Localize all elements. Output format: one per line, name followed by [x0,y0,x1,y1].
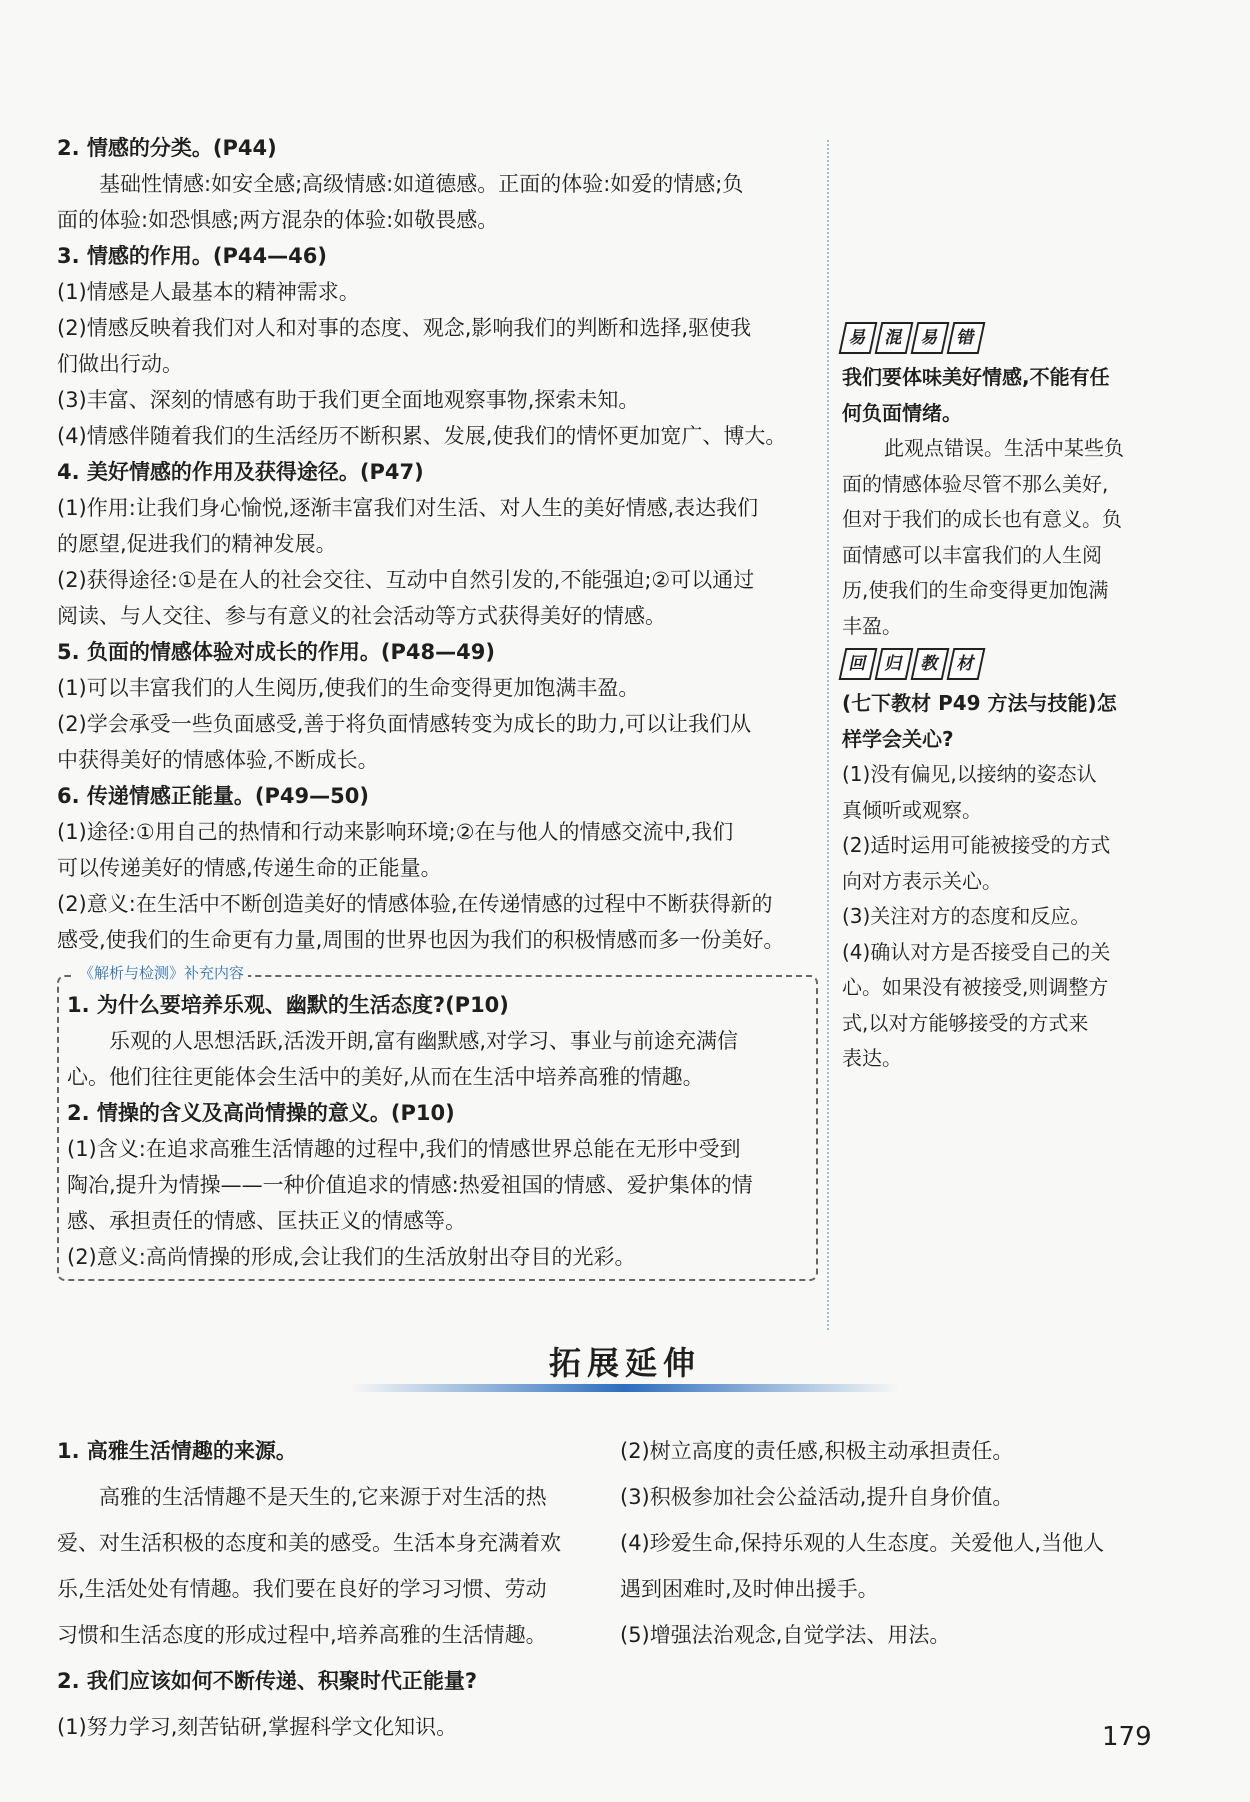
text-line: 可以传递美好的情感,传递生命的正能量。 [57,856,442,880]
text-line: (2)意义:高尚情操的形成,会让我们的生活放射出夺目的光彩。 [67,1245,636,1269]
text-line: 表达。 [842,1046,902,1070]
text-line: 丰盈。 [842,613,902,638]
text-line: 向对方表示关心。 [842,868,1002,893]
text-line: 习惯和生活态度的形成过程中,培养高雅的生活情趣。 [57,1623,547,1647]
text-line: 高雅的生活情趣不是天生的,它来源于对生活的热 [99,1485,547,1509]
text-line: 基础性情感:如安全感;高级情感:如道德感。正面的体验:如爱的情感;负 [99,172,744,196]
sidebar-block-mistake [842,360,1167,644]
text-line: 历,使我们的生命变得更加饱满 [842,578,1109,602]
text-line: 感受,使我们的生命更有力量,周围的世界也因为我们的积极情感而多一份美好。 [57,928,785,952]
tag-char: 易 [911,322,950,354]
text-line: 6. 传递情感正能量。(P49—50) [57,784,369,808]
text-line: (4)珍爱生命,保持乐观的人生态度。关爱他人,当他人 [620,1531,1105,1555]
tag-easy-mistake [842,322,982,354]
text-line: (1)作用:让我们身心愉悦,逐渐丰富我们对生活、对人生的美好情感,表达我们 [57,496,759,520]
section-title: 拓展延伸 [548,1344,701,1382]
text-line: (2)适时运用可能被接受的方式 [842,833,1111,857]
text-line: 4. 美好情感的作用及获得途径。(P47) [57,460,424,484]
text-line: 们做出行动。 [57,352,183,376]
text-line: 此观点错误。生活中某些负 [884,436,1124,460]
text-line: 感、承担责任的情感、匡扶正义的情感等。 [67,1209,466,1233]
text-line: (2)情感反映着我们对人和对事的态度、观念,影响我们的判断和选择,驱使我 [57,316,752,340]
tag-char: 回 [839,648,878,680]
text-line: (3)关注对方的态度和反应。 [842,904,1091,928]
supplement-content [67,987,753,1275]
text-line: 阅读、与人交往、参与有意义的社会活动等方式获得美好的情感。 [57,604,666,628]
text-line: (5)增强法治观念,自觉学法、用法。 [620,1623,951,1647]
tag-char: 错 [947,322,986,354]
main-text-column [57,130,827,958]
text-line: 2. 情操的含义及高尚情操的意义。(P10) [67,1101,455,1125]
extension-right-column [620,1428,1180,1658]
text-line: (七下教材 P49 方法与技能)怎 [842,691,1117,715]
page-number: 179 [1102,1722,1152,1752]
text-line: (1)途径:①用自己的热情和行动来影响环境;②在与他人的情感交流中,我们 [57,820,734,844]
text-line: 爱、对生活积极的态度和美的感受。生活本身充满着欢 [57,1531,561,1555]
text-line: 心。他们往往更能体会生活中的美好,从而在生活中培养高雅的情趣。 [67,1065,704,1089]
section-title-bar [350,1384,900,1392]
text-line: 的愿望,促进我们的精神发展。 [57,532,337,556]
text-line: 样学会关心? [842,726,954,751]
text-line: 1. 为什么要培养乐观、幽默的生活态度?(P10) [67,993,509,1017]
text-line: 3. 情感的作用。(P44—46) [57,244,327,268]
text-line: 中获得美好的情感体验,不断成长。 [57,748,379,772]
text-line: (2)树立高度的责任感,积极主动承担责任。 [620,1439,1014,1463]
text-line: 遇到困难时,及时伸出援手。 [620,1577,879,1601]
text-line: (1)可以丰富我们的人生阅历,使我们的生命变得更加饱满丰盈。 [57,676,640,700]
tag-back-to-textbook [842,648,982,680]
tag-char: 教 [911,648,950,680]
text-line: (2)学会承受一些负面感受,善于将负面情感转变为成长的助力,可以让我们从 [57,712,752,736]
text-line: 2. 情感的分类。(P44) [57,136,277,160]
text-line: (1)含义:在追求高雅生活情趣的过程中,我们的情感世界总能在无形中受到 [67,1137,741,1161]
tag-char: 混 [875,322,914,354]
text-line: 陶冶,提升为情操——一种价值追求的情感:热爱祖国的情感、爱护集体的情 [67,1173,753,1197]
text-line: (3)丰富、深刻的情感有助于我们更全面地观察事物,探索未知。 [57,388,640,412]
text-line: 式,以对方能够接受的方式来 [842,1010,1089,1035]
text-line: 何负面情绪。 [842,400,962,425]
text-line: 我们要体味美好情感,不能有任 [842,365,1110,389]
tag-char: 材 [947,648,986,680]
text-line: (1)没有偏见,以接纳的姿态认 [842,762,1097,786]
text-line: (3)积极参加社会公益活动,提升自身价值。 [620,1485,1014,1509]
text-line: 乐观的人思想活跃,活泼开朗,富有幽默感,对学习、事业与前途充满信 [109,1029,739,1053]
text-line: 乐,生活处处有情趣。我们要在良好的学习习惯、劳动 [57,1577,547,1601]
text-line: 面的情感体验尽管不那么美好, [842,471,1109,496]
tag-char: 易 [839,322,878,354]
tag-char: 归 [875,648,914,680]
text-line: 面情感可以丰富我们的人生阅 [842,542,1102,567]
text-line: 5. 负面的情感体验对成长的作用。(P48—49) [57,640,495,664]
text-line: 1. 高雅生活情趣的来源。 [57,1439,297,1463]
extension-left-column [57,1428,602,1750]
sidebar [842,318,1167,1077]
text-line: 真倾听或观察。 [842,797,982,822]
text-line: 面的体验:如恐惧感;两方混杂的体验:如敬畏感。 [57,208,499,232]
text-line: 心。如果没有被接受,则调整方 [842,975,1109,999]
text-line: (2)获得途径:①是在人的社会交往、互动中自然引发的,不能强迫;②可以通过 [57,568,755,592]
column-divider [827,140,829,1330]
text-line: (4)情感伴随着我们的生活经历不断积累、发展,使我们的情怀更加宽广、博大。 [57,424,787,448]
text-line: (1)努力学习,刻苦钻研,掌握科学文化知识。 [57,1715,458,1739]
text-line: 但对于我们的成长也有意义。负 [842,507,1122,531]
supplement-title: 《解析与检测》补充内容 [75,962,248,983]
text-line: (1)情感是人最基本的精神需求。 [57,280,360,304]
text-line: (4)确认对方是否接受自己的关 [842,939,1111,964]
sidebar-block-textbook [842,686,1167,1077]
text-line: 2. 我们应该如何不断传递、积聚时代正能量? [57,1669,478,1693]
text-line: (2)意义:在生活中不断创造美好的情感体验,在传递情感的过程中不断获得新的 [57,892,773,916]
